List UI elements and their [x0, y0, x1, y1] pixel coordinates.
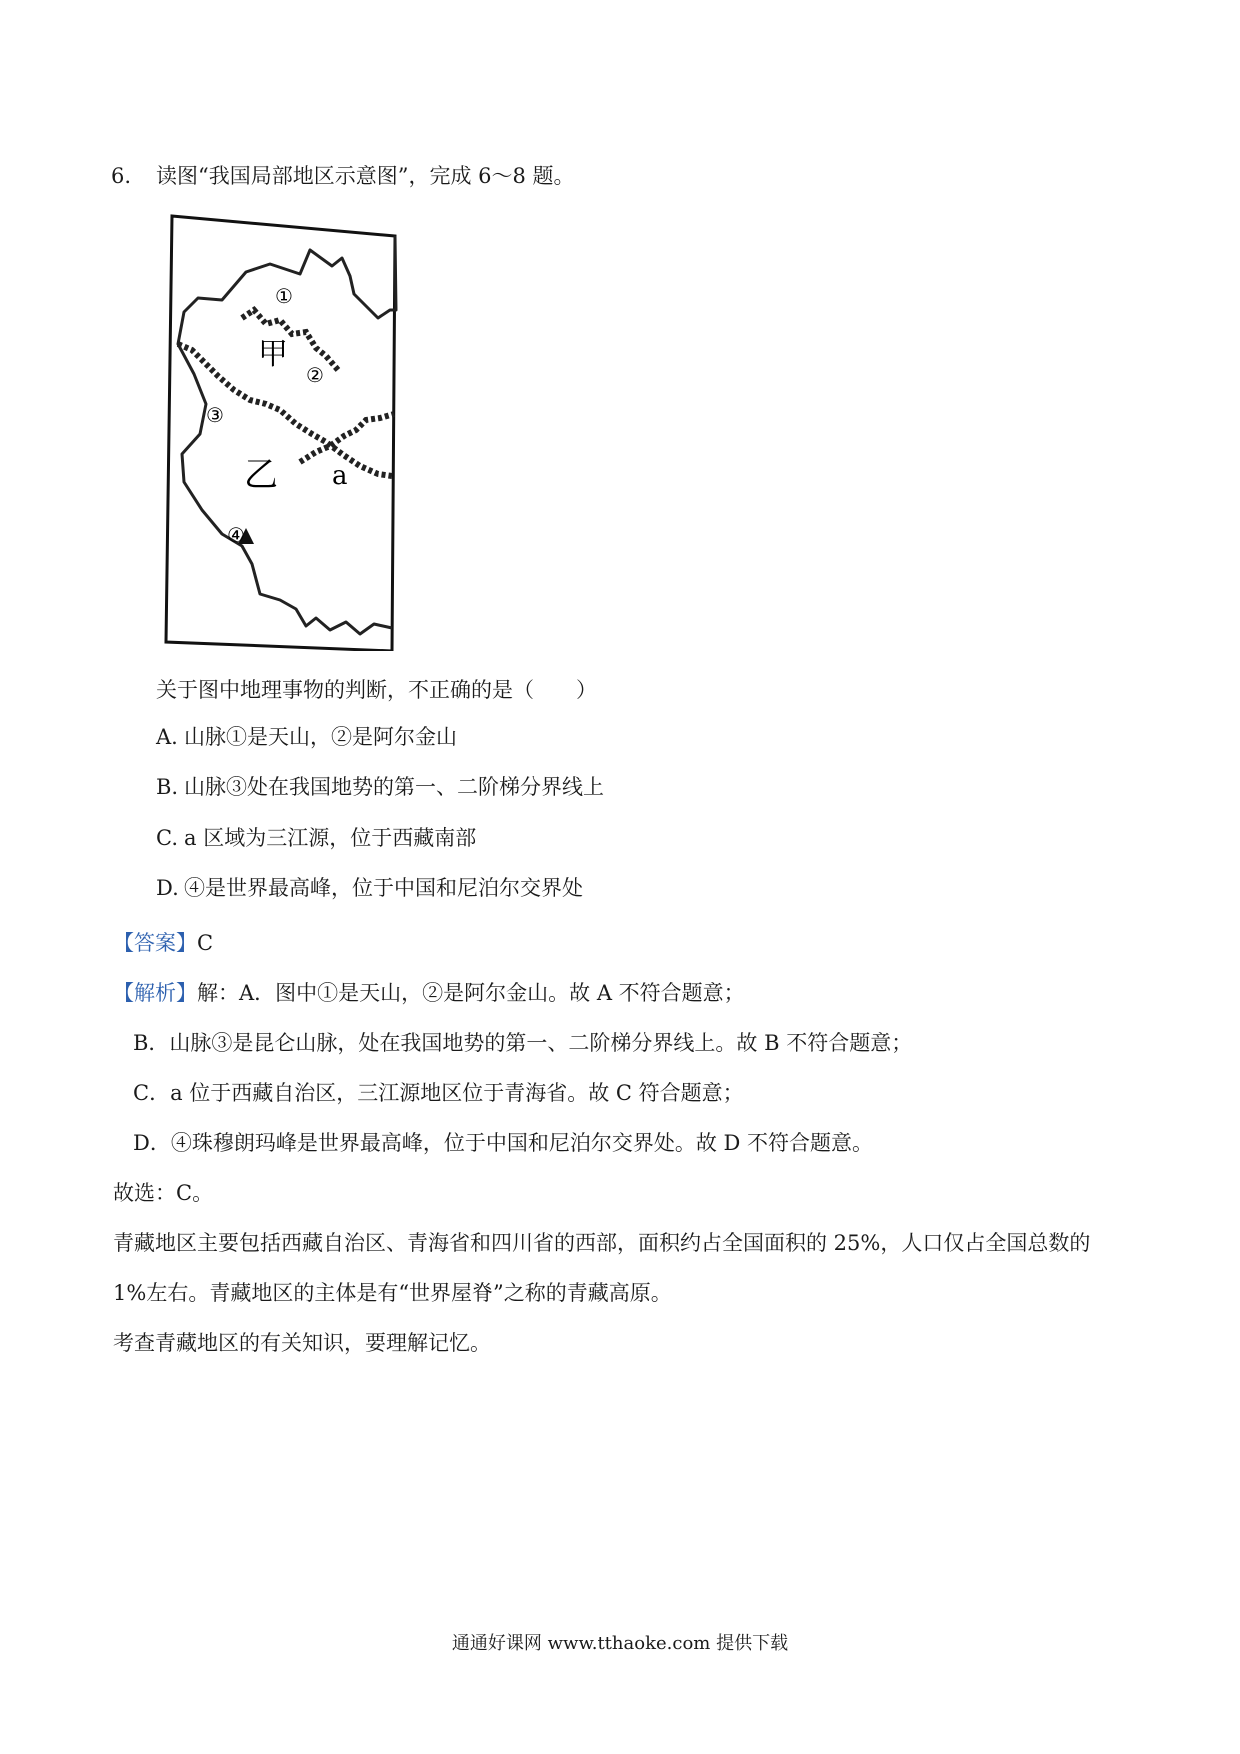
answer-value: C: [197, 931, 214, 955]
answer-tag: 【答案】: [113, 931, 197, 955]
extra-text-2: 1%左右。青藏地区的主体是有“世界屋脊”之称的青藏高原。: [113, 1281, 672, 1305]
analysis-line: 【解析】解：A．图中①是天山，②是阿尔金山。故 A 不符合题意；: [113, 981, 745, 1005]
footer-text: 通通好课网 www.tthaoke.com 提供下载: [451, 1633, 789, 1654]
extra-text-3: 考查青藏地区的有关知识，要理解记忆。: [113, 1331, 491, 1355]
extra-text-1: 青藏地区主要包括西藏自治区、青海省和四川省的西部，面积约占全国面积的 25%，人口仅占全国总数的: [113, 1231, 1091, 1255]
analysis-b: B．山脉③是昆仑山脉，处在我国地势的第一、二阶梯分界线上。故 B 不符合题意；: [133, 1031, 913, 1055]
option-b[interactable]: B. 山脉③处在我国地势的第一、二阶梯分界线上: [156, 775, 604, 799]
option-a[interactable]: A. 山脉①是天山，②是阿尔金山: [156, 725, 457, 749]
map-label-yi: 乙: [244, 455, 278, 495]
analysis-conclusion: 故选：C。: [113, 1181, 214, 1205]
analysis-d: D．④珠穆朗玛峰是世界最高峰，位于中国和尼泊尔交界处。故 D 不符合题意。: [133, 1131, 874, 1155]
analysis-tag: 【解析】: [113, 981, 197, 1005]
map-label-3: ③: [206, 403, 224, 427]
analysis-c: C．a 位于西藏自治区，三江源地区位于青海省。故 C 符合题意；: [133, 1081, 744, 1105]
map-label-a: a: [332, 461, 348, 491]
map-label-4: ④: [227, 523, 245, 547]
question-number: 6.: [111, 164, 132, 188]
map-label-jia: 甲: [258, 337, 288, 372]
question-stem: 读图“我国局部地区示意图”，完成 6～8 题。: [156, 164, 575, 188]
question-ask: 关于图中地理事物的判断，不正确的是（ ）: [156, 678, 597, 702]
answer-line: [113, 929, 213, 957]
map-label-1: ①: [275, 284, 293, 308]
mountain-range-1: [242, 310, 338, 370]
region-map: [160, 214, 400, 651]
option-d[interactable]: D. ④是世界最高峰，位于中国和尼泊尔交界处: [156, 876, 583, 900]
map-label-2: ②: [306, 363, 324, 387]
option-c[interactable]: C. a 区域为三江源，位于西藏南部: [156, 826, 477, 850]
